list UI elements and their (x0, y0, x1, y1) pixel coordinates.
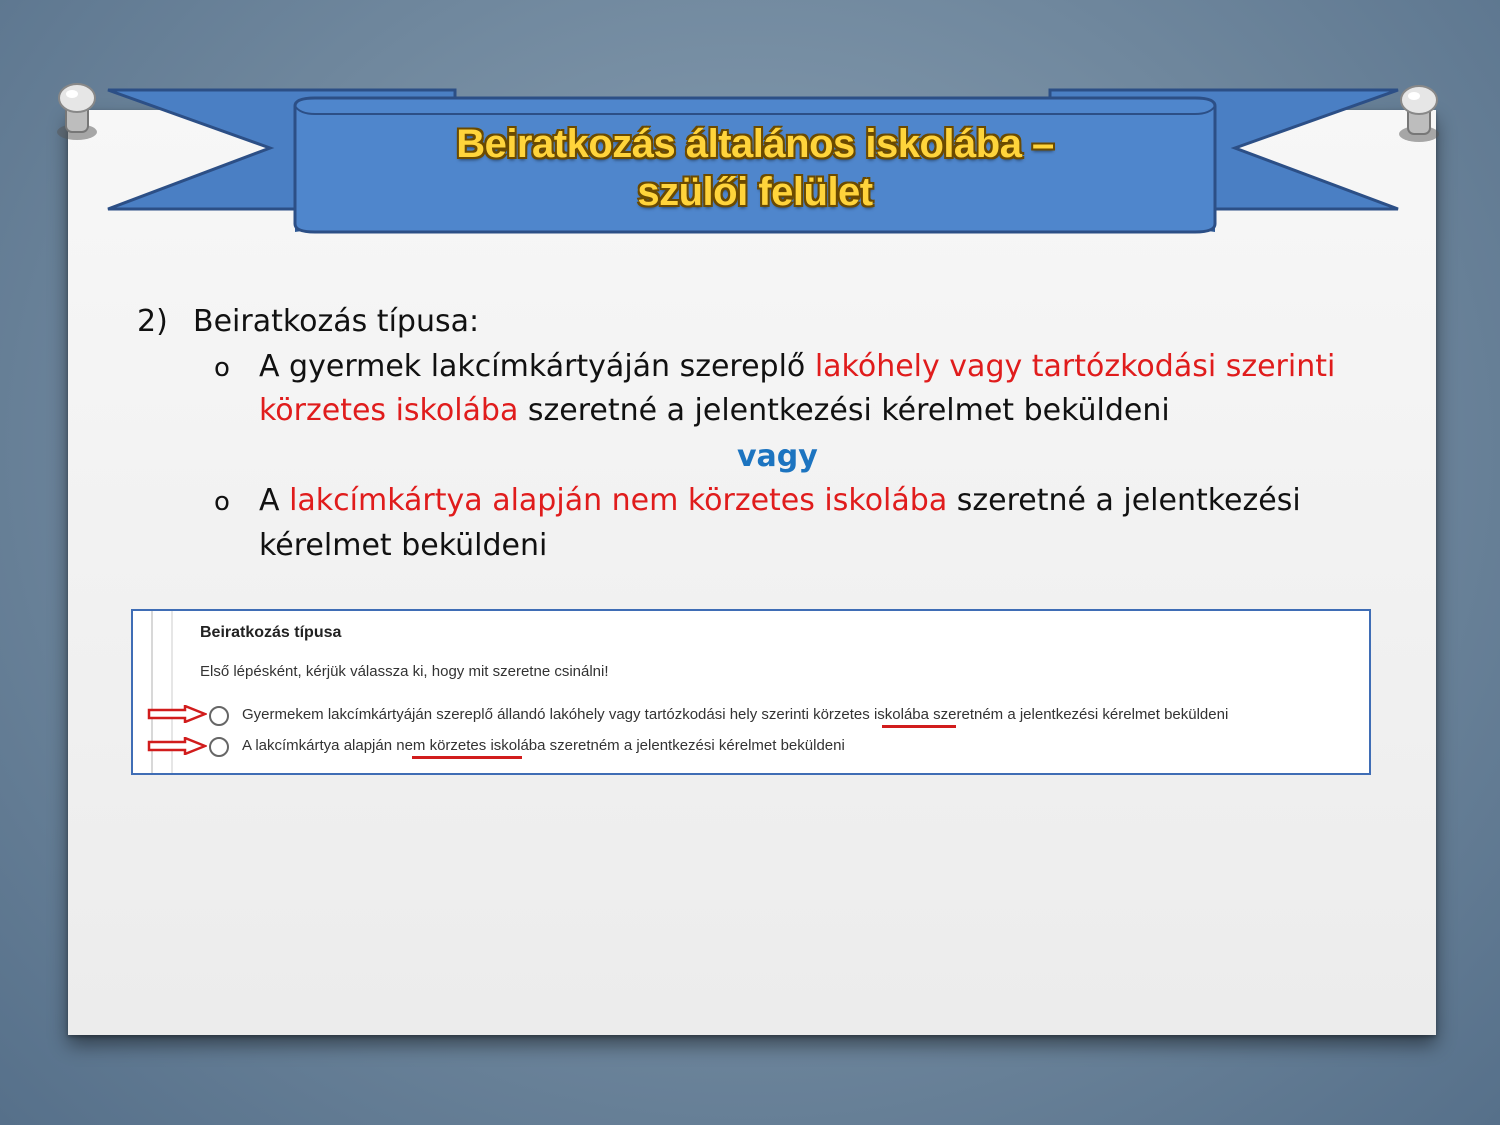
item1-text: A gyermek lakcímkártyáján szereplő (259, 349, 815, 384)
item2-line1 (259, 481, 1301, 521)
item1-highlight2: körzetes iskolába (259, 393, 519, 428)
pushpin-icon (46, 80, 108, 146)
red-arrow-icon (147, 705, 207, 723)
title-line-1: Beiratkozás általános iskolába – (456, 122, 1054, 166)
bullet-marker: o (214, 487, 230, 517)
slide-paper (68, 110, 1436, 1035)
item2-text: A (259, 483, 290, 518)
underline-mark (412, 756, 522, 759)
option2-radio[interactable] (209, 737, 229, 757)
section-number: 2) (137, 304, 168, 339)
underline-mark (882, 725, 956, 728)
slide-title (300, 120, 1210, 216)
item2-text-mid: szeretné a jelentkezési (947, 483, 1301, 518)
option1-radio[interactable] (209, 706, 229, 726)
item1-text-end: szeretné a jelentkezési kérelmet beküldeni (518, 393, 1170, 428)
item1-highlight1: lakóhely vagy tartózkodási szerinti (814, 349, 1336, 384)
section-heading: Beiratkozás típusa: (193, 304, 480, 339)
bullet-marker: o (214, 353, 230, 383)
separator-text: vagy (737, 439, 818, 474)
item1-line1 (259, 347, 1335, 387)
item2-highlight: lakcímkártya alapján nem körzetes iskolába (289, 483, 948, 518)
item2-line2: kérelmet beküldeni (259, 528, 548, 563)
form-screenshot-panel (131, 609, 1371, 775)
option2-label[interactable]: A lakcímkártya alapján nem körzetes iskolába szeretném a jelentkezési kérelmet beküldeni (242, 737, 845, 754)
red-arrow-icon (147, 737, 207, 755)
form-title: Beiratkozás típusa (200, 624, 342, 641)
item1-line2 (259, 391, 1170, 431)
form-subtitle: Első lépésként, kérjük válassza ki, hogy mit szeretne csinálni! (200, 663, 609, 680)
title-line-2: szülői felület (637, 170, 873, 214)
option1-label[interactable]: Gyermekem lakcímkártyáján szereplő állandó lakóhely vagy tartózkodási hely szerinti körzetes iskolába szeretném a jelentkezési kérelmet beküldeni (242, 706, 1229, 723)
